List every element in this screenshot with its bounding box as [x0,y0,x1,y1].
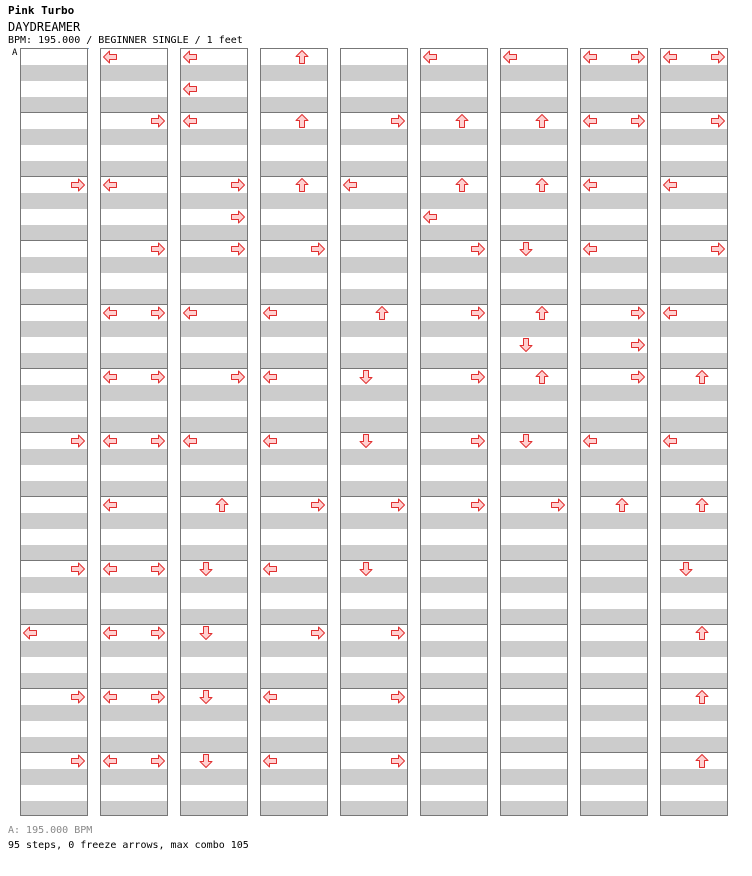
measure-line [21,304,87,305]
measure-line [581,624,647,625]
arrow-right-icon [70,433,86,449]
arrow-right-icon [230,209,246,225]
arrow-right-icon [150,689,166,705]
arrow-right-icon [150,305,166,321]
arrow-down-icon [358,369,374,385]
arrow-up-icon [294,113,310,129]
arrow-left-icon [582,113,598,129]
measure-line [341,432,407,433]
chart-column [20,48,88,816]
chart-info: BPM: 195.000 / BEGINNER SINGLE / 1 feet [8,35,243,46]
arrow-left-icon [262,369,278,385]
measure-line [341,240,407,241]
arrow-left-icon [582,177,598,193]
arrow-up-icon [454,113,470,129]
measure-line [501,752,567,753]
arrow-left-icon [102,305,118,321]
chart-column [420,48,488,816]
arrow-left-icon [582,241,598,257]
arrow-left-icon [102,369,118,385]
arrow-right-icon [70,753,86,769]
arrow-right-icon [470,241,486,257]
arrow-down-icon [358,433,374,449]
arrow-left-icon [182,81,198,97]
measure-line [421,560,487,561]
arrow-left-icon [422,49,438,65]
arrow-left-icon [182,433,198,449]
measure-line [21,240,87,241]
arrow-right-icon [470,369,486,385]
arrow-right-icon [630,369,646,385]
arrow-right-icon [710,49,726,65]
arrow-right-icon [150,625,166,641]
arrow-right-icon [150,433,166,449]
arrow-left-icon [102,689,118,705]
arrow-left-icon [662,177,678,193]
arrow-right-icon [310,625,326,641]
arrow-right-icon [390,497,406,513]
bpm-legend: A: 195.000 BPM [8,825,93,836]
arrow-right-icon [230,177,246,193]
arrow-left-icon [662,305,678,321]
arrow-left-icon [102,177,118,193]
arrow-right-icon [310,241,326,257]
arrow-down-icon [678,561,694,577]
measure-line [21,496,87,497]
arrow-down-icon [198,689,214,705]
arrow-left-icon [182,305,198,321]
arrow-right-icon [70,689,86,705]
measure-line [421,688,487,689]
measure-line [501,560,567,561]
arrow-right-icon [310,497,326,513]
arrow-down-icon [198,561,214,577]
arrow-right-icon [390,689,406,705]
arrow-up-icon [694,689,710,705]
arrow-up-icon [534,305,550,321]
arrow-up-icon [694,369,710,385]
arrow-down-icon [198,625,214,641]
measure-line [21,112,87,113]
measure-line [181,752,247,753]
arrow-right-icon [150,113,166,129]
arrow-left-icon [262,433,278,449]
arrow-up-icon [694,753,710,769]
measure-line [181,688,247,689]
measure-line [421,624,487,625]
arrow-left-icon [102,433,118,449]
arrow-left-icon [262,305,278,321]
measure-line [661,560,727,561]
arrow-up-icon [214,497,230,513]
measure-line [341,368,407,369]
arrow-right-icon [710,241,726,257]
arrow-up-icon [454,177,470,193]
arrow-left-icon [22,625,38,641]
arrow-up-icon [534,113,550,129]
arrow-right-icon [150,753,166,769]
song-artist: Pink Turbo [8,4,75,17]
arrow-left-icon [582,49,598,65]
arrow-up-icon [694,625,710,641]
chart-column [180,48,248,816]
bpm-change-marker: A [12,48,18,58]
chart-column [580,48,648,816]
measure-line [501,688,567,689]
arrow-right-icon [70,177,86,193]
arrow-up-icon [374,305,390,321]
arrow-left-icon [262,561,278,577]
arrow-left-icon [182,49,198,65]
arrow-left-icon [342,177,358,193]
measure-line [341,560,407,561]
arrow-left-icon [102,753,118,769]
arrow-right-icon [550,497,566,513]
arrow-left-icon [102,561,118,577]
measure-line [581,560,647,561]
arrow-right-icon [630,337,646,353]
arrow-up-icon [534,177,550,193]
arrow-right-icon [70,561,86,577]
measure-line [421,752,487,753]
arrow-right-icon [230,241,246,257]
measure-line [581,688,647,689]
chart-column [500,48,568,816]
arrow-down-icon [518,433,534,449]
arrow-left-icon [262,753,278,769]
arrow-left-icon [662,433,678,449]
measure-line [501,624,567,625]
arrow-right-icon [630,49,646,65]
arrow-up-icon [294,177,310,193]
arrow-up-icon [534,369,550,385]
arrow-up-icon [614,497,630,513]
measure-line [501,432,567,433]
song-title: DAYDREAMER [8,20,81,34]
arrow-right-icon [390,625,406,641]
chart-column [100,48,168,816]
arrow-left-icon [262,689,278,705]
measure-line [21,368,87,369]
step-stats: 95 steps, 0 freeze arrows, max combo 105 [8,840,249,851]
arrow-right-icon [470,433,486,449]
arrow-right-icon [470,305,486,321]
arrow-left-icon [662,49,678,65]
arrow-down-icon [518,241,534,257]
arrow-right-icon [230,369,246,385]
arrow-left-icon [182,113,198,129]
arrow-left-icon [582,433,598,449]
arrow-right-icon [630,113,646,129]
arrow-right-icon [390,113,406,129]
arrow-left-icon [102,625,118,641]
arrow-up-icon [294,49,310,65]
arrow-right-icon [150,561,166,577]
arrow-right-icon [150,241,166,257]
arrow-right-icon [630,305,646,321]
chart-column [340,48,408,816]
chart-column [260,48,328,816]
arrow-right-icon [150,369,166,385]
arrow-right-icon [470,497,486,513]
arrow-down-icon [518,337,534,353]
arrow-left-icon [422,209,438,225]
arrow-left-icon [102,497,118,513]
measure-line [501,240,567,241]
arrow-right-icon [710,113,726,129]
arrow-left-icon [502,49,518,65]
arrow-down-icon [198,753,214,769]
arrow-left-icon [102,49,118,65]
arrow-up-icon [694,497,710,513]
arrow-down-icon [358,561,374,577]
arrow-right-icon [390,753,406,769]
measure-line [181,624,247,625]
chart-column [660,48,728,816]
measure-line [181,560,247,561]
measure-line [581,752,647,753]
